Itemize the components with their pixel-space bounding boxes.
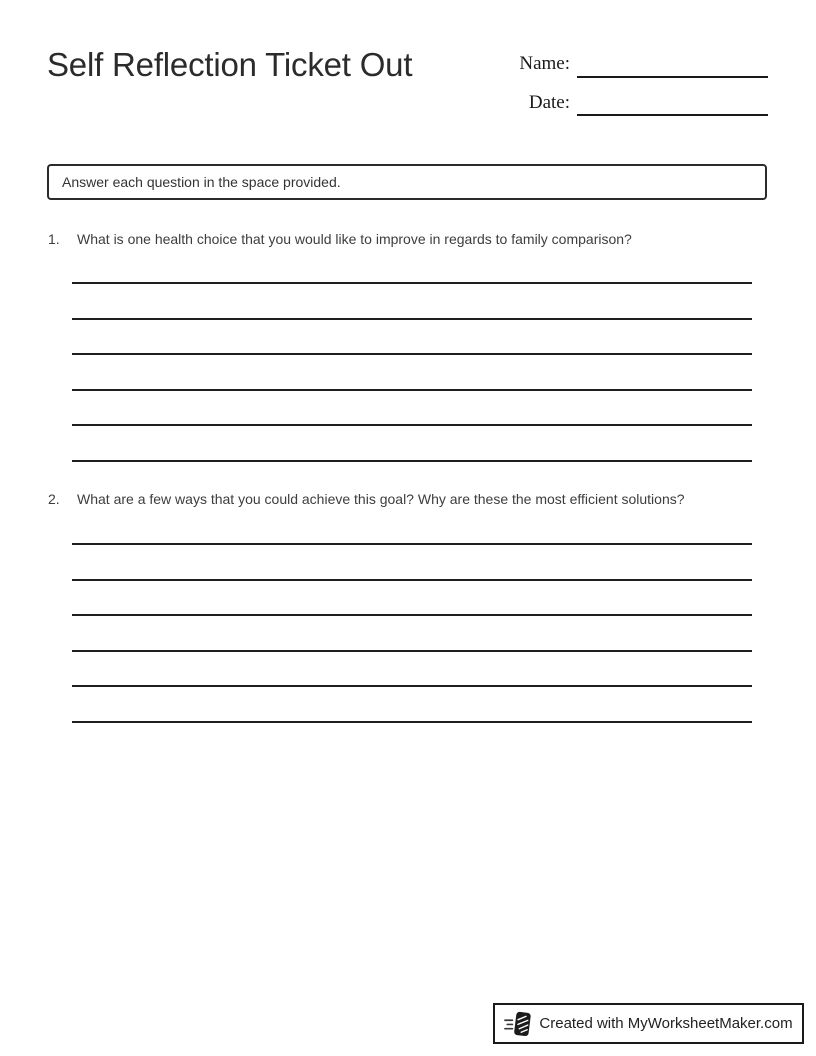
date-input-line[interactable] xyxy=(577,114,768,116)
date-label: Date: xyxy=(528,92,570,113)
question-1-number: 1. xyxy=(48,231,60,247)
worksheetmaker-logo-icon xyxy=(504,1009,532,1039)
question-2-answer-line-3[interactable] xyxy=(72,614,752,616)
name-input-line[interactable] xyxy=(577,76,768,78)
question-1-answer-line-2[interactable] xyxy=(72,318,752,320)
question-1-answer-line-3[interactable] xyxy=(72,353,752,355)
question-1-answer-line-4[interactable] xyxy=(72,389,752,391)
question-1-answer-line-6[interactable] xyxy=(72,460,752,462)
question-2-answer-line-4[interactable] xyxy=(72,650,752,652)
question-1 xyxy=(48,230,760,249)
question-2-answer-line-2[interactable] xyxy=(72,579,752,581)
question-2 xyxy=(48,490,760,509)
question-1-answer-line-5[interactable] xyxy=(72,424,752,426)
credit-text: Created with MyWorksheetMaker.com xyxy=(539,1015,793,1032)
credit-box xyxy=(493,1003,804,1044)
name-label: Name: xyxy=(519,53,570,74)
page-title: Self Reflection Ticket Out xyxy=(47,46,413,83)
question-1-text: What is one health choice that you would like to improve in regards to family comparison? xyxy=(77,231,632,247)
question-2-answer-line-6[interactable] xyxy=(72,721,752,723)
question-2-answer-line-5[interactable] xyxy=(72,685,752,687)
question-2-number: 2. xyxy=(48,491,60,507)
instructions-box xyxy=(47,164,767,200)
question-2-answer-line-1[interactable] xyxy=(72,543,752,545)
question-2-text: What are a few ways that you could achieve this goal? Why are these the most efficient solutions? xyxy=(77,491,685,507)
instructions-text: Answer each question in the space provided. xyxy=(62,174,341,190)
question-1-answer-line-1[interactable] xyxy=(72,282,752,284)
